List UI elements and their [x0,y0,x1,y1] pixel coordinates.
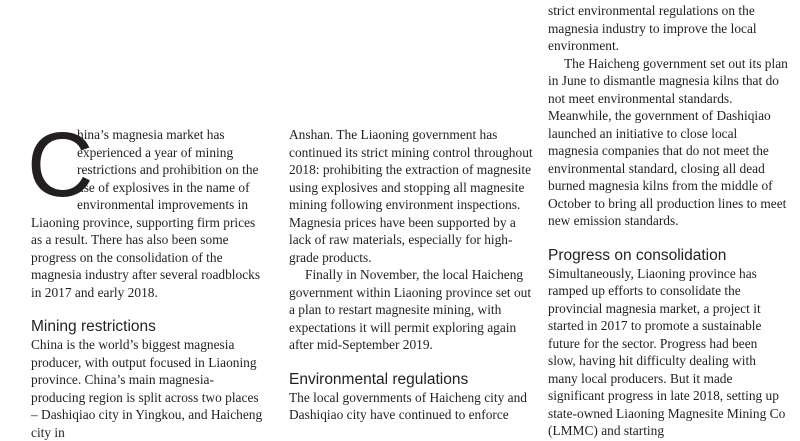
mining-paragraph-2: Finally in November, the local Haicheng government within Liaoning province set out a plan to restart magnesite mining, with expectations it will permit exploring again after mid-September 2019. [289,267,532,352]
heading-progress-on-consolidation: Progress on consolidation [548,246,727,264]
heading-environmental-regulations: Environmental regulations [289,370,469,388]
env-paragraph-1-continued: strict environmental regulations on the magnesia industry to improve the local environment. [548,3,757,53]
column-2 [289,126,535,424]
mining-paragraph-1: China is the world’s biggest magnesia producer, with output focused in Liaoning province. China’s main magnesia-producing region is split across two places – Dashiqiao city in Yingkou, and Haicheng city in [31,337,263,440]
intro-paragraph [27,114,265,301]
column-3 [548,2,788,440]
env-paragraph-1: The local governments of Haicheng city and Dashiqiao city have continued to enforce [289,389,527,422]
drop-cap: C [27,114,94,216]
intro-text: hina’s magnesia market has experienced a year of mining restrictions and prohibition on the use of explosives in the name of environmental improvements in Liaoning province, supporting firm prices as a result. There has also been some progress on the consolidation of the magnesia industry after several roadblocks in 2017 and early 2018. [31,127,261,300]
heading-mining-restrictions: Mining restrictions [31,318,156,335]
column-1 [27,114,265,441]
env-paragraph-2: The Haicheng government set out its plan in June to dismantle magnesia kilns that do not meet environmental standards. Meanwhile, the government of Dashiqiao launched an initiative to close local magnesia companies that do not meet the environmental standard, closing all dead burned magnesia kilns from the middle of October to bring all production lines to meet new emission standards. [548,55,788,228]
consolidation-paragraph-1: Simultaneously, Liaoning province has ramped up efforts to consolidate the provincial magnesia market, a project it started in 2017 to promote a sustainable future for the sector. Progress had been slow, having hit difficulty dealing with many local producers. But it made significant progress in late 2018, setting up state-owned Liaoning Magnesite Mining Co (LMMC) and starting [548,265,786,438]
mining-paragraph-1-continued: Anshan. The Liaoning government has continued its strict mining control throughout 2018: prohibiting the extraction of magnesite using explosives and stopping all magnesite mining following environment inspections. Magnesia prices have been supported by a lack of raw materials, especially for high-grade products. [289,127,533,265]
